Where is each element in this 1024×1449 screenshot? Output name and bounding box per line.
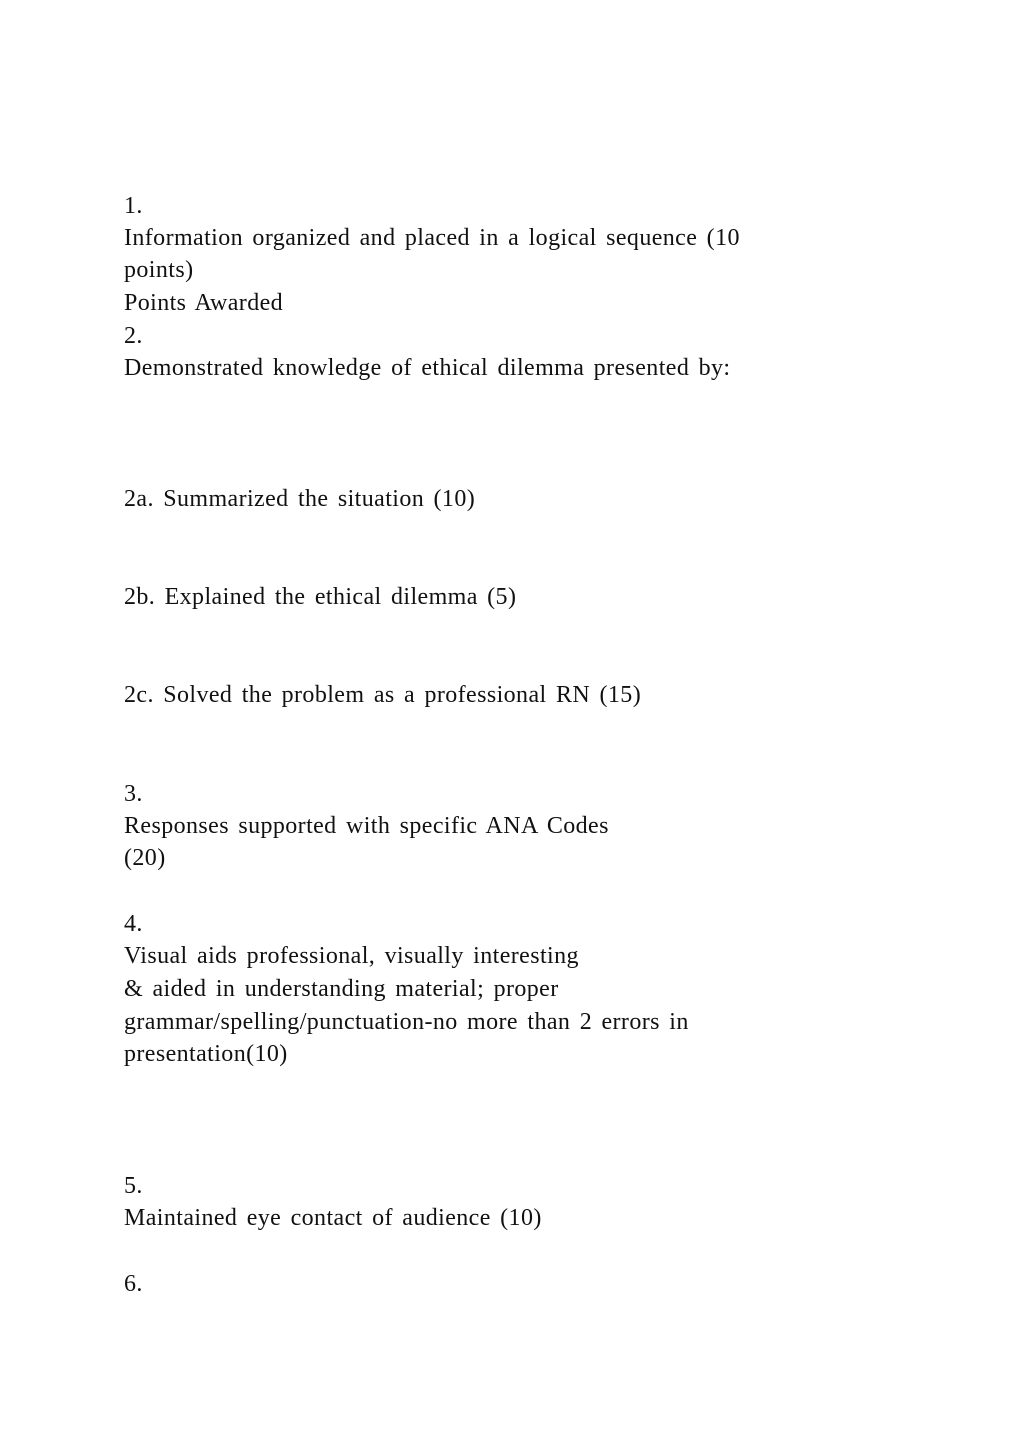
item-4-text-line-2: & aided in understanding material; proper bbox=[124, 976, 559, 1002]
item-4-text-line-3: grammar/spelling/punctuation-no more than 2 errors in bbox=[124, 1009, 689, 1035]
item-5-text: Maintained eye contact of audience (10) bbox=[124, 1205, 542, 1231]
item-4-number: 4. bbox=[124, 911, 143, 937]
item-1-number: 1. bbox=[124, 193, 143, 219]
item-1-text: Information organized and placed in a logical sequence (10 bbox=[124, 225, 740, 251]
item-3-number: 3. bbox=[124, 781, 143, 807]
item-2-text: Demonstrated knowledge of ethical dilemma presented by: bbox=[124, 355, 731, 381]
item-4-text: Visual aids professional, visually interesting bbox=[124, 943, 579, 969]
item-2c-text: 2c. Solved the problem as a professional RN (15) bbox=[124, 682, 642, 708]
item-1-text-continued: points) bbox=[124, 257, 194, 283]
item-3-text-continued: (20) bbox=[124, 845, 166, 871]
item-2-number: 2. bbox=[124, 323, 143, 349]
item-2b-text: 2b. Explained the ethical dilemma (5) bbox=[124, 584, 517, 610]
points-awarded-label: Points Awarded bbox=[124, 290, 284, 316]
item-2a-text: 2a. Summarized the situation (10) bbox=[124, 486, 476, 512]
item-6-number: 6. bbox=[124, 1271, 143, 1297]
item-4-text-line-4: presentation(10) bbox=[124, 1041, 288, 1067]
item-3-text: Responses supported with specific ANA Codes bbox=[124, 813, 609, 839]
item-5-number: 5. bbox=[124, 1173, 143, 1199]
